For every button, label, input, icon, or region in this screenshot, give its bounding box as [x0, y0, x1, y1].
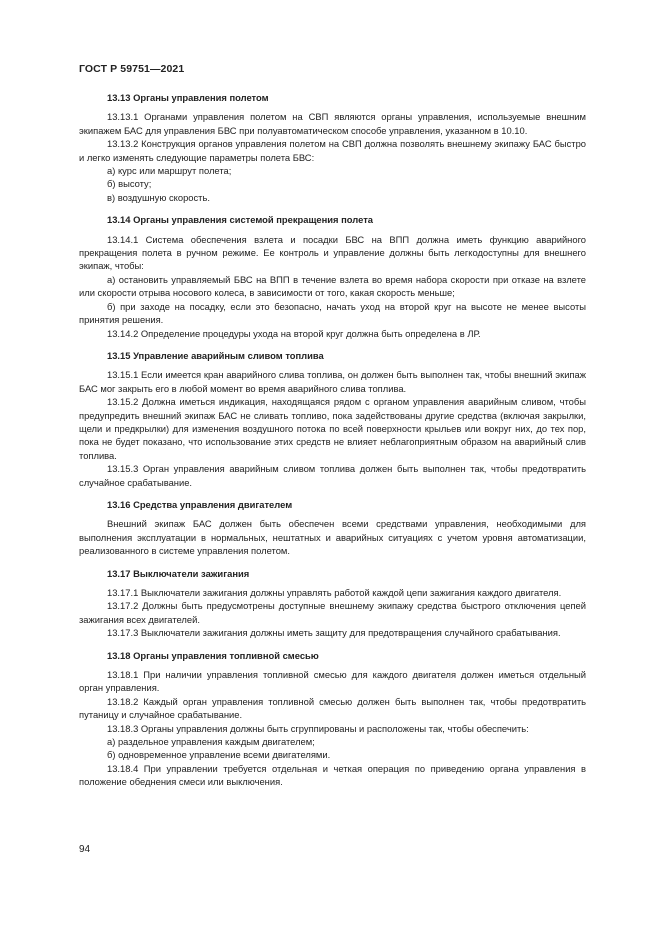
paragraph: 13.17.3 Выключатели зажигания должны иметь защиту для предотвращения случайного срабатывания. [107, 627, 561, 639]
page-number: 94 [79, 844, 91, 855]
paragraph: 13.15.3 Орган управления аварийным сливом топлива должен быть выполнен так, чтобы предотвратить случайное срабатывание. [79, 463, 586, 488]
section-13-13 [79, 91, 586, 204]
list-item: в) воздушную скорость. [107, 191, 210, 203]
section-13-14 [79, 213, 586, 340]
section-heading: 13.14 Органы управления системой прекращения полета [107, 214, 374, 226]
paragraph: 13.15.1 Если имеется кран аварийного слива топлива, он должен быть выполнен так, чтобы внешний экипаж БАС мог закрыть его в любой момент во время аварийного слива топлива. [79, 369, 586, 394]
section-13-15 [79, 349, 586, 489]
section-13-17 [79, 567, 586, 640]
document-header: ГОСТ Р 59751—2021 [79, 63, 185, 75]
list-item: а) остановить управляемый БВС на ВПП в течение взлета во время набора скорости при отказе на взлете или скорости отрыва носового колеса, в зависимости от того, какая скорость меньше; [79, 273, 586, 299]
paragraph: 13.18.3 Органы управления должны быть сгруппированы и расположены так, чтобы обеспечить: [107, 722, 529, 734]
list-item: а) раздельное управления каждым двигателем; [107, 736, 315, 748]
list-item: б) высоту; [107, 178, 152, 190]
paragraph: 13.18.1 При наличии управления топливной смесью для каждого двигателя должен иметься отдельный орган управления. [79, 669, 586, 694]
paragraph: Внешний экипаж БАС должен быть обеспечен всеми средствами управления, необходимыми для выполнения эксплуатации в нормальных, нештатных и аварийных ситуациях с учетом уровня автоматизации, реализованного в системе управления полетом. [79, 518, 586, 557]
section-13-18 [79, 649, 586, 789]
section-heading: 13.13 Органы управления полетом [107, 92, 269, 103]
section-heading: 13.15 Управление аварийным сливом топлива [107, 349, 324, 361]
section-heading: 13.16 Средства управления двигателем [107, 498, 293, 510]
paragraph: 13.14.2 Определение процедуры ухода на второй круг должна быть определена в ЛР. [107, 327, 481, 339]
paragraph: 13.17.2 Должны быть предусмотрены доступные внешнему экипажу средства быстрого отключения цепей зажигания всех двигателей. [79, 600, 586, 625]
paragraph: 13.15.2 Должна иметься индикация, находящаяся рядом с органом управления аварийным сливом, чтобы предупредить внешний экипаж БАС не сливать топливо, пока задействованы другие средства (включая закрылки, щели и предкрылки) для изменения воздушного потока по всей поверхности крыльев или вокруг них, до тех пор, пока не будет показано, что использование этих средств не влияет неблагоприятным образом на аварийный слив топлива. [79, 396, 586, 461]
paragraph: 13.13.1 Органами управления полетом на СВП являются органы управления, используемые внешним экипажем БАС для управления БВС при полуавтоматическом способе управления, указанном в 10.10. [79, 111, 586, 136]
paragraph: 13.18.2 Каждый орган управления топливной смесью должен быть выполнен так, чтобы предотвратить путаницу и случайное срабатывание. [79, 695, 586, 721]
list-item: а) курс или маршрут полета; [107, 165, 232, 177]
section-heading: 13.18 Органы управления топливной смесью [107, 649, 319, 661]
section-13-16 [79, 498, 586, 558]
paragraph: 13.17.1 Выключатели зажигания должны управлять работой каждой цепи зажигания каждого двигателя. [107, 587, 562, 598]
list-item: б) при заходе на посадку, если это безопасно, начать уход на второй круг на высоте не менее высоты принятия решения. [79, 300, 586, 326]
list-item: б) одновременное управление всеми двигателями. [107, 749, 331, 761]
document-body [79, 91, 586, 798]
paragraph: 13.13.2 Конструкция органов управления полетом на СВП должна позволять внешнему экипажу БАС быстро и легко изменять следующие параметры полета БВС: [79, 138, 586, 163]
paragraph: 13.14.1 Система обеспечения взлета и посадки БВС на ВПП должна иметь функцию аварийного прекращения полета в ручном режиме. Ее контроль и управление должны быть легкодоступны для внешнего экипаж, чтобы: [79, 233, 586, 272]
paragraph: 13.18.4 При управлении требуется отдельная и четкая операция по приведению органа управления в положение обеднения смеси или выключения. [79, 762, 586, 788]
section-heading: 13.17 Выключатели зажигания [107, 567, 250, 579]
